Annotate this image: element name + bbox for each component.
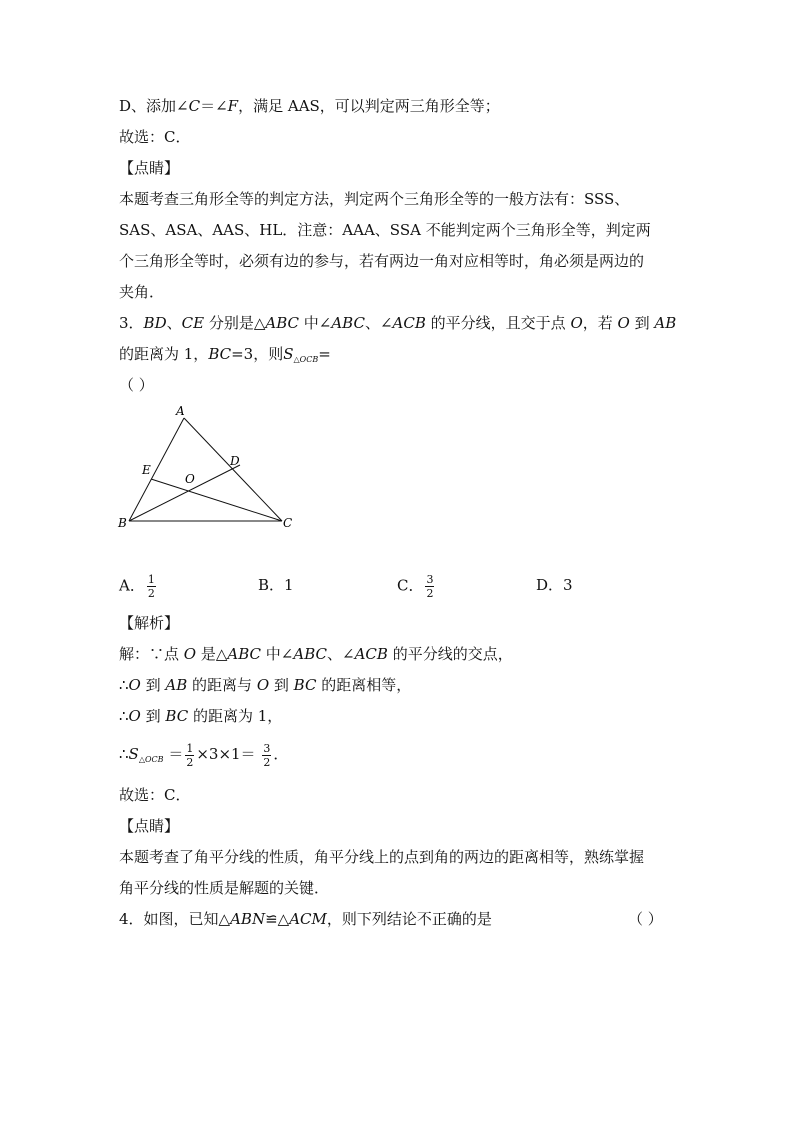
text: ，若	[582, 314, 618, 332]
denominator: 2	[186, 755, 194, 769]
var-o: O	[570, 314, 583, 332]
text: 、	[166, 314, 182, 332]
prev-comment-heading: 【点睛】	[119, 159, 180, 177]
label-b: B	[118, 516, 127, 530]
var-acb: ACB	[354, 645, 388, 663]
option-label: C．	[397, 576, 424, 595]
text: 分别是△	[204, 314, 266, 332]
q4-stem	[119, 909, 492, 929]
option-a	[119, 574, 158, 599]
option-label: D．	[536, 576, 564, 594]
prev-answer: 故选：C．	[119, 128, 191, 146]
question-number: 3．	[119, 314, 144, 332]
var-abc: ABC	[227, 645, 262, 663]
text: 到	[140, 707, 166, 725]
comment-line-2: 角平分线的性质是解题的关键．	[119, 879, 330, 897]
option-c	[397, 574, 436, 599]
text: ∴	[119, 745, 129, 763]
text: 是△	[196, 645, 228, 663]
text: 到	[629, 314, 655, 332]
text: 的平分线，且交于点	[425, 314, 571, 332]
q3-stem-line-2	[119, 344, 331, 370]
text: D、添加∠	[119, 97, 189, 115]
var-o: O	[128, 676, 141, 694]
text: 到	[269, 676, 294, 694]
prev-comment-line-4: 夹角．	[119, 283, 165, 301]
text: 解：∵点	[119, 645, 184, 663]
solution-answer: 故选：C．	[119, 786, 191, 804]
fraction	[425, 574, 434, 599]
var-bd: BD	[143, 314, 167, 332]
denominator: 2	[263, 755, 271, 769]
label-e: E	[142, 463, 151, 477]
text: =3，则	[231, 345, 284, 363]
text: 中∠	[261, 645, 294, 663]
fraction	[262, 743, 271, 768]
area-symbol: S	[128, 745, 139, 763]
denominator: 2	[147, 587, 155, 600]
var-ce: CE	[181, 314, 205, 332]
option-label: A．	[119, 576, 145, 595]
option-b	[258, 574, 294, 596]
text: 到	[140, 676, 166, 694]
label-o: O	[185, 472, 195, 486]
comment-heading: 【点睛】	[119, 817, 180, 835]
text: ≌△	[265, 910, 290, 928]
prev-comment-line-1: 本题考查三角形全等的判定方法，判定两个三角形全等的一般方法有：SSS、	[119, 190, 630, 208]
var-bc: BC	[165, 707, 189, 725]
text: 4．如图，已知△	[119, 910, 231, 928]
option-value: 3	[563, 576, 573, 594]
label-a: A	[176, 404, 185, 418]
text: 的平分线的交点，	[387, 645, 513, 663]
var-abc: ABC	[293, 645, 327, 663]
var-acb: ACB	[392, 314, 426, 332]
var-abn: ABN	[230, 910, 266, 928]
text: 的距离为 1，	[119, 345, 209, 363]
area-subscript: △OCB	[138, 755, 164, 764]
text: ．	[273, 745, 289, 763]
area-symbol: S	[283, 345, 294, 363]
var-c: C	[188, 97, 201, 115]
option-label: B．	[258, 576, 285, 594]
var-o: O	[617, 314, 630, 332]
text: ×3×1＝	[196, 745, 261, 763]
q3-answer-parens: （ ）	[119, 376, 154, 394]
area-subscript: △OCB	[293, 355, 319, 364]
solution-line-4	[119, 741, 288, 773]
comment-line-1: 本题考查了角平分线的性质，角平分线上的点到角的两边的距离相等，熟练掌握	[119, 848, 645, 866]
fraction	[147, 574, 156, 599]
numerator: 3	[263, 741, 271, 755]
q4-answer-parens: （ ）	[628, 910, 663, 928]
numerator: 1	[147, 573, 155, 586]
var-ab: AB	[654, 314, 677, 332]
var-o: O	[256, 676, 270, 694]
side-ab	[129, 418, 184, 521]
prev-comment-line-3: 个三角形全等时，必须有边的参与，若有两边一角对应相等时，角必须是两边的	[119, 252, 645, 270]
var-abc: ABC	[265, 314, 299, 332]
denominator: 2	[426, 587, 434, 600]
var-f: F	[227, 97, 239, 115]
text: ∴	[119, 707, 129, 725]
text: 的距离与	[187, 676, 257, 694]
label-d: D	[230, 454, 240, 468]
solution-heading: 【解析】	[119, 614, 180, 632]
fraction	[185, 743, 194, 768]
prev-option-d	[119, 96, 500, 116]
text: 中∠	[299, 314, 332, 332]
text: 、∠	[364, 314, 393, 332]
var-o: O	[128, 707, 141, 725]
prev-comment-line-2: SAS、ASA、AAS、HL．注意：AAA、SSA 不能判定两个三角形全等，判定两	[119, 221, 651, 239]
var-bc: BC	[293, 676, 317, 694]
option-d	[536, 574, 573, 596]
option-value: 1	[284, 576, 294, 594]
var-acm: ACM	[289, 910, 327, 928]
var-ab: AB	[165, 676, 188, 694]
text: ∴	[119, 676, 129, 694]
var-bc: BC	[208, 345, 232, 363]
var-o: O	[183, 645, 197, 663]
numerator: 1	[186, 741, 194, 755]
text: ＝	[163, 745, 184, 763]
text: ＝∠	[200, 97, 228, 115]
text: ，则下列结论不正确的是	[326, 910, 492, 928]
q3-stem-line-1	[119, 313, 676, 333]
triangle-figure	[110, 400, 310, 535]
text: =	[318, 345, 331, 363]
label-c: C	[283, 516, 293, 530]
text: 、∠	[327, 645, 355, 663]
solution-line-2	[119, 675, 411, 695]
var-abc: ABC	[331, 314, 365, 332]
text: 的距离相等，	[316, 676, 412, 694]
solution-line-1	[119, 644, 513, 664]
text: 的距离为 1，	[188, 707, 283, 725]
text: ，满足 AAS，可以判定两三角形全等；	[238, 97, 500, 115]
solution-line-3	[119, 706, 282, 726]
numerator: 3	[426, 573, 434, 586]
